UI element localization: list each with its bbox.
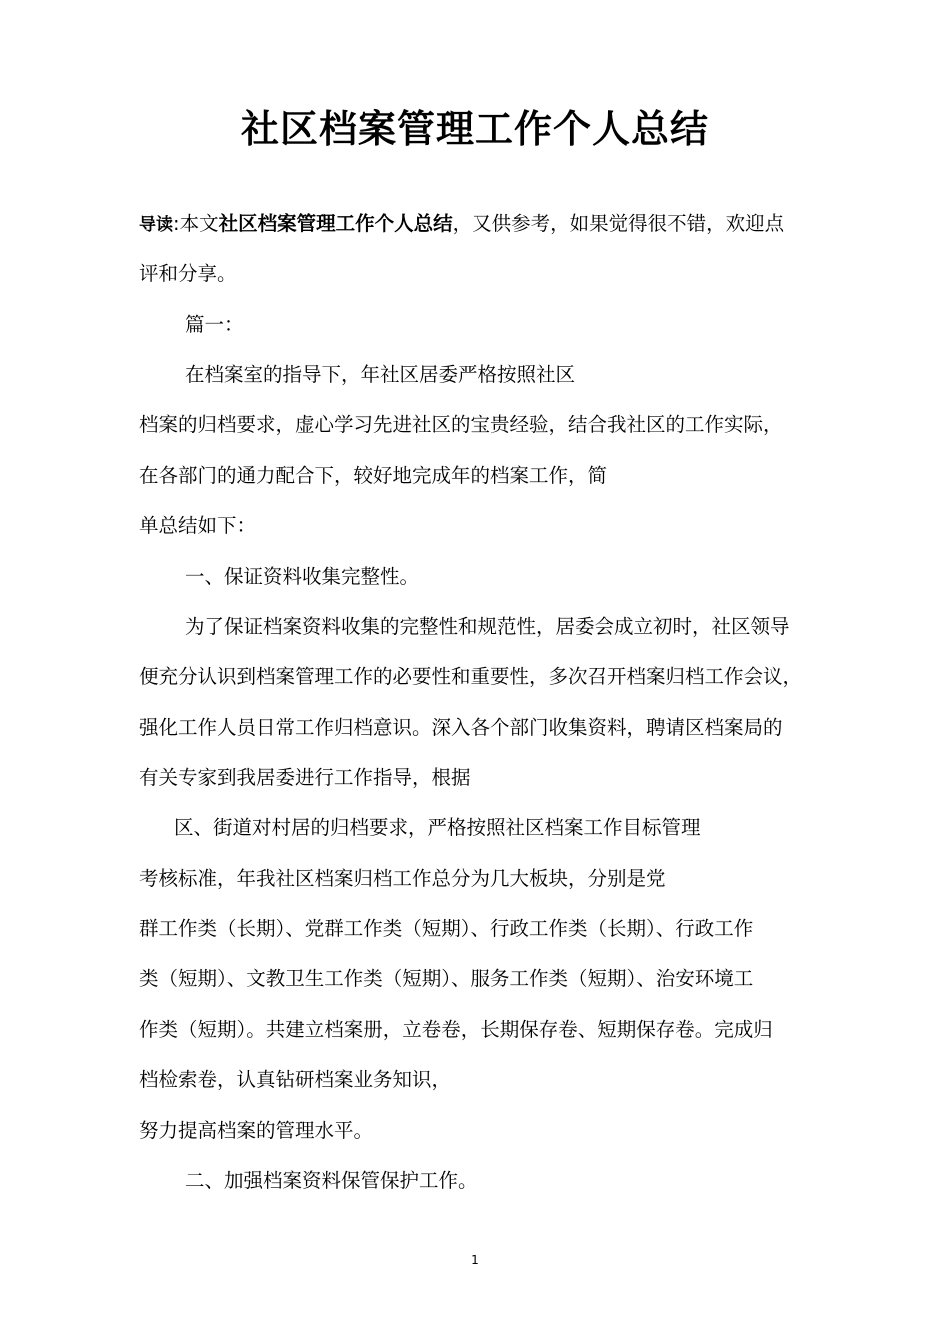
lead-emphasis: 社区档案管理工作个人总结 — [218, 212, 453, 235]
section-heading-part-one: 篇一： — [185, 313, 244, 336]
paragraph-line: 档检索卷，认真钻研档案业务知识， — [139, 1068, 452, 1091]
paragraph-line: 为了保证档案资料收集的完整性和规范性，居委会成立初时，社区领导 — [185, 615, 790, 638]
paragraph-line: 在各部门的通力配合下，较好地完成年的档案工作，简 — [139, 464, 608, 487]
lead-separator: : — [173, 212, 180, 235]
lead-paragraph-line-2: 评和分享。 — [139, 262, 237, 285]
paragraph-line: 档案的归档要求，虚心学习先进社区的宝贵经验，结合我社区的工作实际， — [139, 413, 783, 436]
paragraph-line: 单总结如下： — [139, 514, 257, 537]
document-title: 社区档案管理工作个人总结 — [240, 107, 709, 151]
paragraph-line: 类（短期）、文教卫生工作类（短期）、服务工作类（短期）、治安环境工 — [139, 967, 754, 990]
paragraph-line: 作类（短期）。共建立档案册，立卷卷，长期保存卷、短期保存卷。完成归 — [139, 1018, 773, 1041]
lead-prefix: 本文 — [179, 212, 219, 235]
paragraph-line: 有关专家到我居委进行工作指导，根据 — [139, 766, 471, 789]
paragraph-line: 区、街道对村居的归档要求，严格按照社区档案工作目标管理 — [174, 816, 701, 839]
paragraph-line: 群工作类（长期）、党群工作类（短期）、行政工作类（长期）、行政工作 — [139, 917, 754, 940]
paragraph-line: 强化工作人员日常工作归档意识。深入各个部门收集资料，聘请区档案局的 — [139, 716, 783, 739]
paragraph-line: 在档案室的指导下，年社区居委严格按照社区 — [185, 363, 576, 386]
section-heading-2: 二、加强档案资料保管保护工作。 — [185, 1169, 478, 1192]
lead-suffix: ，又供参考，如果觉得很不错，欢迎点 — [452, 212, 785, 235]
section-heading-1: 一、保证资料收集完整性。 — [185, 565, 420, 588]
page-number: 1 — [471, 1253, 479, 1267]
lead-paragraph-line-1 — [139, 211, 784, 238]
paragraph-line: 考核标准，年我社区档案归档工作总分为几大板块，分别是党 — [139, 867, 666, 890]
lead-label: 导读 — [139, 215, 173, 235]
paragraph-line: 努力提高档案的管理水平。 — [139, 1119, 374, 1142]
paragraph-line: 便充分认识到档案管理工作的必要性和重要性，多次召开档案归档工作会议， — [139, 665, 803, 688]
